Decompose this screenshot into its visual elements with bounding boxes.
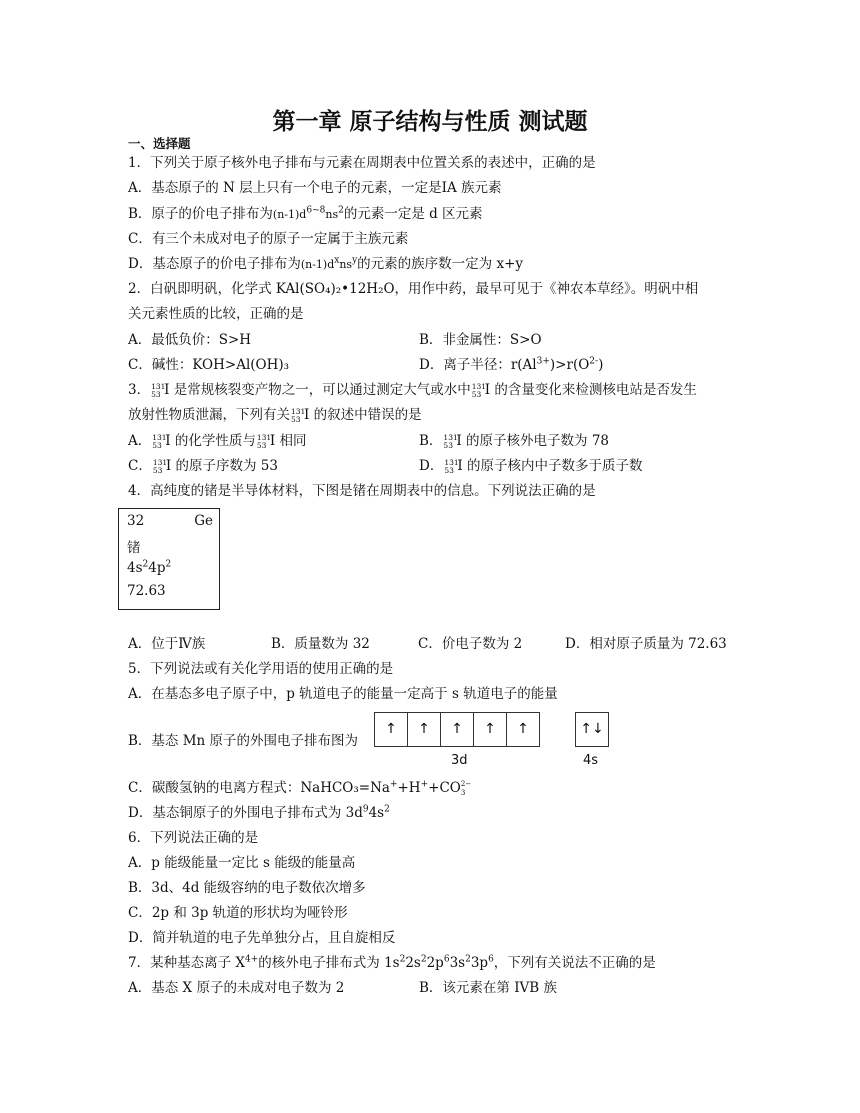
orbital-box: ↑ [408, 713, 441, 746]
electron-config: $4s^24p^2$ [127, 559, 172, 576]
orbital-diagram-4s [575, 712, 609, 747]
atomic-mass: 72.63 [127, 583, 166, 599]
isotope-notation: 131 53 [291, 406, 306, 424]
element-name: 锗 [127, 540, 141, 556]
page-title: 第一章 原子结构与性质 测试题 [272, 109, 588, 135]
isotope-notation: 131 53 [256, 432, 272, 450]
q6-stem: 6．下列说法正确的是 [128, 830, 259, 846]
q1-option-c: C．有三个未成对电子的原子一定属于主族元素 [128, 231, 409, 247]
q1-option-a: A．基态原子的 N 层上只有一个电子的元素，一定是ⅠA 族元素 [128, 180, 502, 196]
orbital-diagram-3d [374, 712, 540, 747]
section-heading: 一、选择题 [128, 136, 191, 151]
orbital-box: ↑↓ [580, 721, 604, 737]
q1-option-d: D．基态原子的价电子排布为$(n-1)d^xns^y$的元素的族序数一定为 x+y [128, 255, 524, 272]
orbital-box: ↑ [474, 713, 507, 746]
q7-option-b: B．该元素在第 IVB 族 [419, 980, 558, 996]
orbital-box: ↑ [375, 713, 408, 746]
isotope-notation: 131 53 [444, 457, 459, 475]
q5-option-a: A．在基态多电子原子中，p 轨道电子的能量一定高于 s 轨道电子的能量 [128, 686, 558, 702]
q4-option-d: D．相对原子质量为 72.63 [565, 636, 727, 652]
isotope-notation: 131 53 [471, 381, 487, 399]
orbital-label-4s: 4s [583, 753, 599, 768]
q3-option-c: C． 131 53 I 的原子序数为 53 [128, 457, 278, 475]
q5-option-c: C．碳酸氢钠的电离方程式：NaHCO₃=Na++H++CO 2− 3 [128, 779, 472, 797]
q2-option-b: B．非金属性：S>O [419, 332, 542, 348]
isotope-notation: 131 53 [443, 432, 458, 450]
q3-stem-line2: 放射性物质泄漏，下列有关 131 53 I 的叙述中错误的是 [128, 406, 422, 424]
q3-option-a: A． 131 53 I 的化学性质与 131 53 I 相同 [128, 432, 307, 450]
element-info-box [118, 508, 220, 610]
q7-stem: 7．某种基态离子 $X^{4+}$的核外电子排布式为 $1s^22s^22p^63s^23p^6$，下列有关说法不正确的是 [128, 954, 656, 971]
atomic-number: 32 [127, 513, 145, 529]
isotope-notation: 131 53 [151, 381, 166, 399]
element-symbol: Ge [194, 513, 213, 529]
q6-option-a: A．p 能级能量一定比 s 能级的能量高 [128, 855, 356, 871]
q2-stem-line1: 2．白矾即明矾，化学式 KAl(SO₄)₂•12H₂O，用作中药，最早可见于《神农本草经》。明矾中相 [128, 281, 699, 297]
isotope-notation: 131 53 [152, 457, 168, 475]
q6-option-b: B．3d、4d 能级容纳的电子数依次增多 [128, 880, 366, 896]
q6-option-c: C．2p 和 3p 轨道的形状均为哑铃形 [128, 905, 348, 921]
orbital-label-3d: 3d [451, 753, 468, 768]
q2-option-a: A．最低负价：S>H [128, 332, 252, 348]
orbital-box: ↑ [517, 721, 529, 737]
q4-stem: 4．高纯度的锗是半导体材料，下图是锗在周期表中的信息。下列说法正确的是 [128, 483, 596, 499]
q2-option-d: D．离子半径：$r(Al^{3+})>r(O^{2-})$ [419, 356, 604, 373]
q1-stem: 1．下列关于原子核外电子排布与元素在周期表中位置关系的表述中，正确的是 [128, 155, 596, 171]
isotope-notation: 131 53 [152, 432, 167, 450]
q4-option-b: B．质量数为 32 [271, 636, 370, 652]
q6-option-d: D．简并轨道的电子先单独分占，且自旋相反 [128, 930, 396, 946]
q3-stem-line1: 3． 131 53 I 是常规核裂变产物之一，可以通过测定大气或水中 131 53 I 的含量变化来检测核电站是否发生 [128, 381, 697, 399]
q5-stem: 5．下列说法或有关化学用语的使用正确的是 [128, 661, 394, 677]
q3-option-d: D． 131 53 I 的原子核内中子数多于质子数 [419, 457, 643, 475]
q1-option-b: B．原子的价电子排布为$(n-1)d^{6\sim 8}ns^2$的元素一定是 d 区元素 [128, 205, 483, 222]
q5-option-b: B．基态 Mn 原子的外围电子排布图为 [128, 733, 359, 749]
q4-option-c: C．价电子数为 2 [418, 636, 523, 652]
orbital-box: ↑ [441, 713, 474, 746]
q4-option-a: A．位于Ⅳ族 [128, 636, 206, 652]
q2-option-c: C．碱性：KOH>Al(OH)₃ [128, 357, 290, 373]
q5-option-d: D．基态铜原子的外围电子排布式为 $3d^94s^2$ [128, 804, 390, 821]
q3-option-b: B． 131 53 I 的原子核外电子数为 78 [419, 432, 610, 450]
q7-option-a: A．基态 X 原子的未成对电子数为 2 [128, 980, 345, 996]
q2-stem-line2: 关元素性质的比较，正确的是 [128, 306, 304, 322]
